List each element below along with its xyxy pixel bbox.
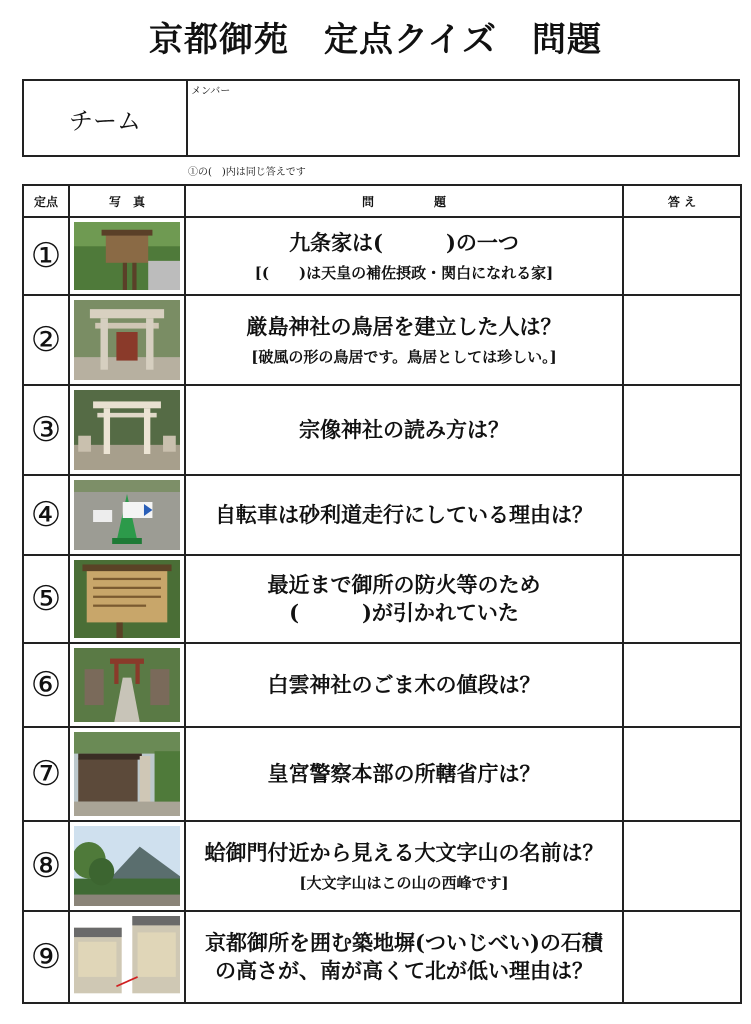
answer-field[interactable] — [623, 911, 741, 1003]
question-text: 厳島神社の鳥居を建立した人は？ — [246, 313, 562, 339]
question-text: 九条家は( )の一つ — [289, 229, 519, 255]
table-row — [23, 643, 741, 727]
question-text: 最近まで御所の防火等のため ( )が引かれていた — [267, 571, 541, 625]
shrine-path-icon — [74, 648, 180, 722]
question-cell — [185, 555, 623, 643]
point-number: ⑥ — [23, 643, 69, 727]
page-title: 京都御苑 定点クイズ 問題 — [149, 20, 602, 60]
question-text: 蛤御門付近から見える大文字山の名前は？ — [204, 839, 604, 865]
table-row — [23, 385, 741, 475]
point-number: ③ — [23, 385, 69, 475]
photo-cell — [69, 475, 185, 555]
answer-field[interactable] — [623, 295, 741, 385]
answer-note: ①の( )内は同じ答えです — [188, 167, 306, 178]
answer-field[interactable] — [623, 385, 741, 475]
question-cell — [185, 217, 623, 295]
photo-cell — [69, 643, 185, 727]
question-text: 京都御所を囲む築地塀(ついじべい)の石積 の高さが、南が高くて北が低い理由は？ — [205, 929, 603, 983]
table-row — [23, 295, 741, 385]
question-cell — [185, 821, 623, 911]
question-text: 白雲神社のごま木の値段は？ — [267, 671, 541, 697]
team-box — [22, 79, 740, 157]
team-label: チーム — [24, 81, 188, 155]
wooden-signboard-icon — [74, 222, 180, 290]
shrine-torii-icon — [74, 390, 180, 470]
header-point: 定点 — [23, 185, 69, 217]
photo-cell — [69, 911, 185, 1003]
answer-field[interactable] — [623, 475, 741, 555]
stone-torii-gate-icon — [74, 300, 180, 380]
police-gate-icon — [74, 732, 180, 816]
table-header-row — [23, 185, 741, 217]
traffic-cone-sign-icon — [74, 480, 180, 550]
point-number: ⑧ — [23, 821, 69, 911]
question-cell — [185, 475, 623, 555]
answer-field[interactable] — [623, 555, 741, 643]
earthen-walls-icon — [74, 916, 180, 998]
member-field[interactable] — [188, 81, 738, 155]
point-number: ⑦ — [23, 727, 69, 821]
question-cell — [185, 911, 623, 1003]
answer-field[interactable] — [623, 643, 741, 727]
member-label: メンバー — [191, 86, 231, 97]
table-row — [23, 555, 741, 643]
question-text: 皇宮警察本部の所轄省庁は？ — [267, 760, 541, 786]
photo-cell — [69, 385, 185, 475]
point-number: ② — [23, 295, 69, 385]
table-row — [23, 475, 741, 555]
question-hint: [( )は天皇の補佐摂政・関白になれる家] — [254, 264, 554, 283]
answer-field[interactable] — [623, 821, 741, 911]
mountain-view-icon — [74, 826, 180, 906]
quiz-table — [22, 184, 742, 1004]
question-hint: [破風の形の鳥居です。鳥居としては珍しい。] — [251, 348, 557, 367]
question-cell — [185, 643, 623, 727]
question-text: 宗像神社の読み方は？ — [299, 416, 509, 442]
question-text: 自転車は砂利道走行にしている理由は？ — [215, 501, 593, 527]
photo-cell — [69, 821, 185, 911]
question-cell — [185, 727, 623, 821]
photo-cell — [69, 295, 185, 385]
photo-cell — [69, 727, 185, 821]
photo-cell — [69, 555, 185, 643]
question-cell — [185, 385, 623, 475]
point-number: ⑨ — [23, 911, 69, 1003]
question-hint: [大文字山はこの山の西峰です] — [299, 874, 509, 893]
question-cell — [185, 295, 623, 385]
table-row — [23, 821, 741, 911]
header-answer: 答 え — [623, 185, 741, 217]
table-row — [23, 727, 741, 821]
answer-field[interactable] — [623, 727, 741, 821]
table-row — [23, 911, 741, 1003]
point-number: ④ — [23, 475, 69, 555]
point-number: ⑤ — [23, 555, 69, 643]
header-photo: 写 真 — [69, 185, 185, 217]
photo-cell — [69, 217, 185, 295]
table-row — [23, 217, 741, 295]
answer-field[interactable] — [623, 217, 741, 295]
info-board-icon — [74, 560, 180, 638]
header-question: 問 題 — [185, 185, 623, 217]
point-number: ① — [23, 217, 69, 295]
